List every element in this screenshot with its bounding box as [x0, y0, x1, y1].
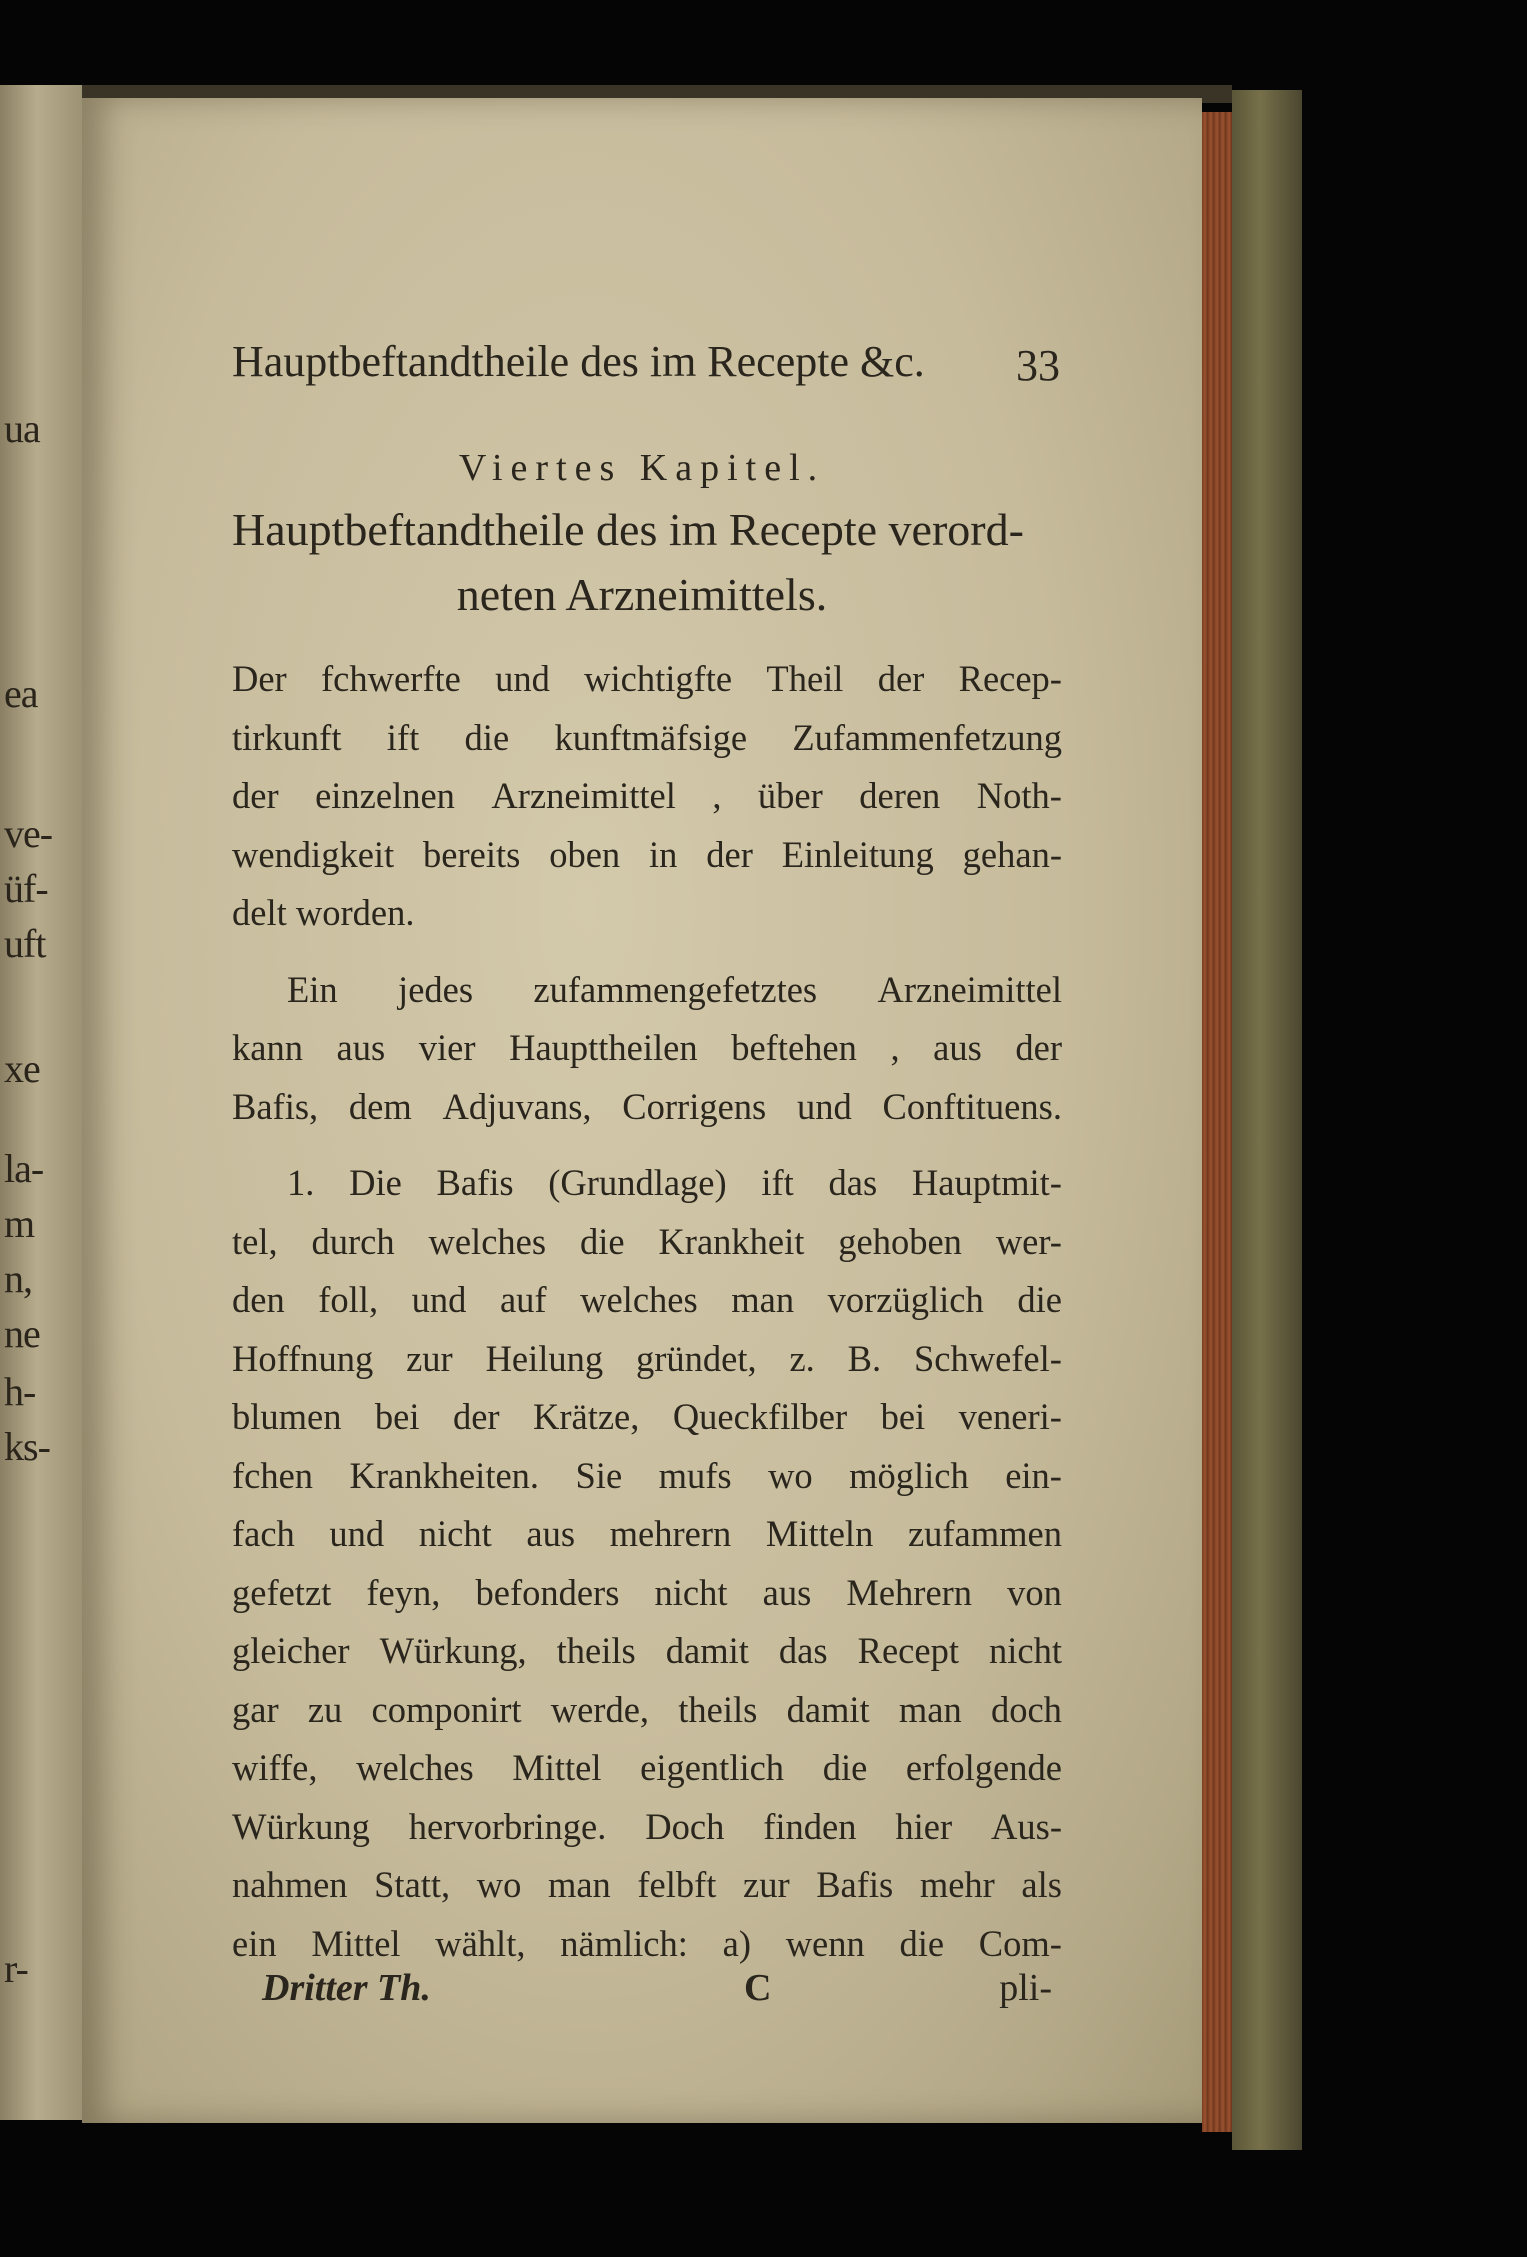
margin-fragment: üf-	[4, 866, 48, 911]
text-line: fach und nicht aus mehrern Mitteln zufammen	[232, 1513, 1062, 1554]
text-line: den foll, und auf welches man vorzüglich die	[232, 1279, 1062, 1320]
signature-mark: C	[744, 1967, 772, 2009]
text-line: fchen Krankheiten. Sie mufs wo möglich ein-	[232, 1454, 1062, 1496]
body-text	[232, 650, 1062, 1973]
margin-fragment: m	[4, 1201, 35, 1246]
text-line: Bafis, dem Adjuvans, Corrigens und Conftituens.	[232, 1085, 1062, 1127]
margin-fragment: r-	[4, 1946, 28, 1991]
chapter-title-line-2: neten Arzneimittels.	[456, 569, 828, 620]
running-header	[232, 336, 1060, 392]
margin-fragment: xe	[4, 1046, 40, 1091]
chapter-label: Viertes Kapitel.	[458, 447, 826, 489]
chapter-title-line-1: Hauptbeftandtheile des im Recepte verord-	[232, 504, 1024, 555]
text-line: Hoffnung zur Heilung gründet, z. B. Schwefel-	[232, 1337, 1062, 1379]
text-line: Ein jedes zufammengefetztes Arzneimittel	[287, 968, 1062, 1010]
text-line: blumen bei der Krätze, Queckfilber bei veneri-	[232, 1396, 1062, 1437]
book-cover	[1232, 90, 1302, 2150]
catchword: pli-	[999, 1967, 1052, 2009]
text-line: wiffe, welches Mittel eigentlich die erfolgende	[232, 1747, 1062, 1788]
text-line: nahmen Statt, wo man felbft zur Bafis mehr als	[232, 1864, 1062, 1905]
running-title: Hauptbeftandtheile des im Recepte &c.	[232, 337, 925, 386]
page-footer	[232, 1966, 1052, 2016]
text-line: kann aus vier Haupttheilen beftehen , aus der	[232, 1027, 1062, 1068]
margin-fragment: h-	[4, 1369, 36, 1414]
facing-page-edge	[0, 85, 82, 2120]
book-page	[82, 98, 1202, 2123]
margin-fragment: ne	[4, 1311, 40, 1356]
text-line: 1. Die Bafis (Grundlage) ift das Hauptmit-	[287, 1162, 1062, 1203]
text-line: tel, durch welches die Krankheit gehoben wer-	[232, 1220, 1062, 1262]
text-line: ein Mittel wählt, nämlich: a) wenn die Com-	[232, 1922, 1062, 1964]
margin-fragment: ve-	[4, 811, 53, 856]
text-line: gar zu componirt werde, theils damit man doch	[232, 1688, 1062, 1730]
text-line: der einzelnen Arzneimittel , über deren Noth-	[232, 775, 1062, 816]
margin-fragment: uft	[4, 921, 46, 966]
text-line: Der fchwerfte und wichtigfte Theil der Recep-	[232, 658, 1062, 699]
margin-fragment: ua	[4, 406, 40, 451]
text-line: Würkung hervorbringe. Doch finden hier Aus-	[232, 1805, 1062, 1847]
text-line: wendigkeit bereits oben in der Einleitung gehan-	[232, 833, 1062, 875]
margin-fragment: la-	[4, 1146, 44, 1191]
page-edges	[1202, 112, 1232, 2132]
text-line: gleicher Würkung, theils damit das Recept nicht	[232, 1630, 1062, 1671]
text-line: tirkunft ift die kunftmäfsige Zufammenfetzung	[232, 716, 1062, 758]
text-line: gefetzt feyn, befonders nicht aus Mehrern von	[232, 1571, 1062, 1613]
signature-title: Dritter Th.	[262, 1967, 431, 2009]
margin-fragment: n,	[4, 1256, 32, 1301]
margin-fragment: ea	[4, 671, 38, 716]
text-line: delt worden.	[232, 892, 415, 933]
page-number: 33	[1016, 341, 1060, 390]
margin-fragment: ks-	[4, 1424, 50, 1469]
